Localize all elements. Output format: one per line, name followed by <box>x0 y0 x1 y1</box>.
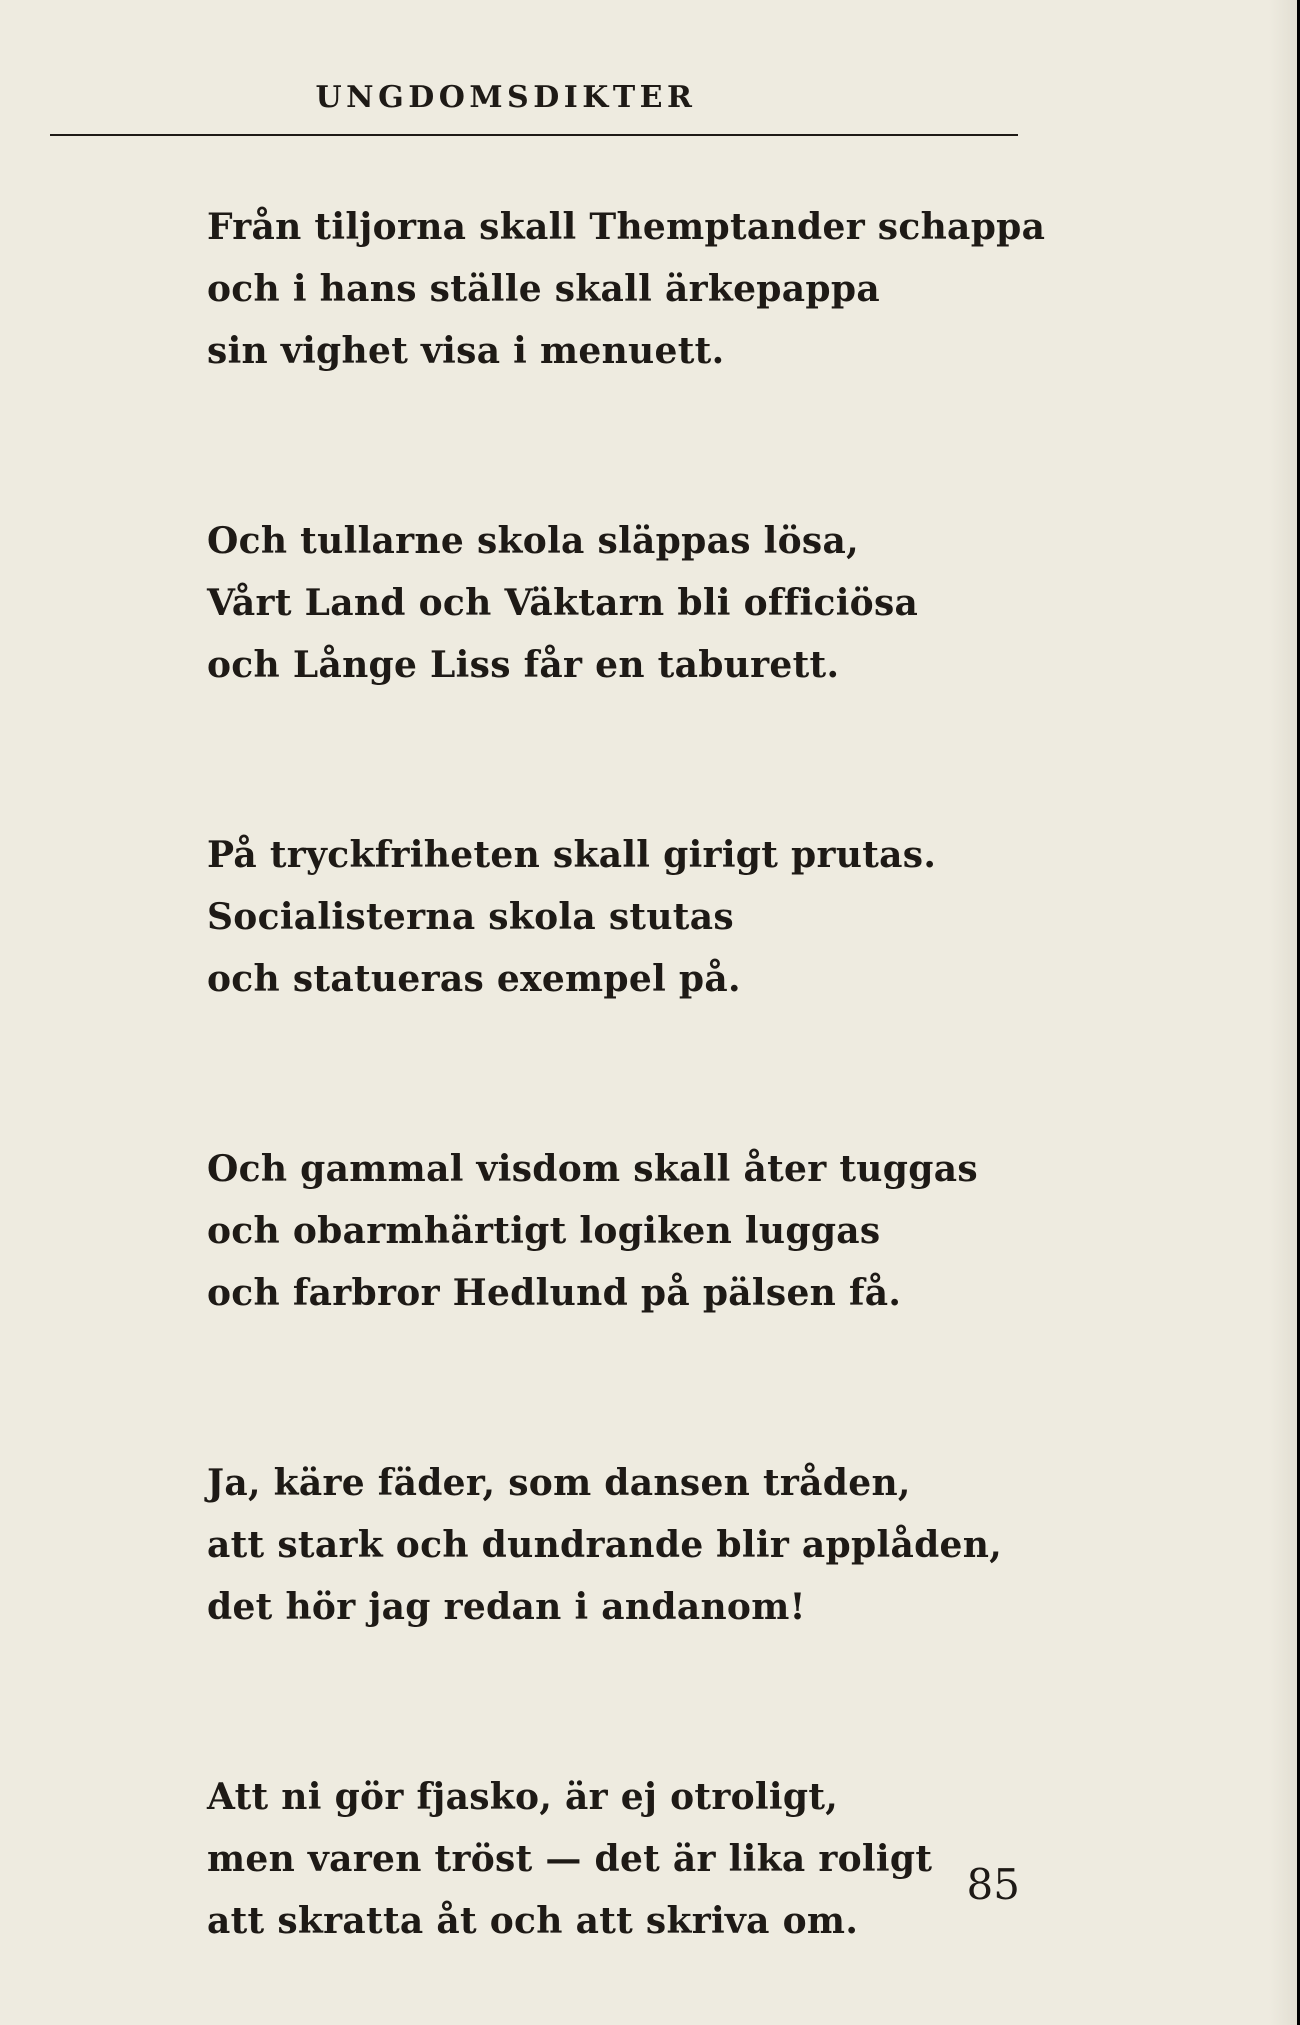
page-edge-shadow <box>1269 0 1297 2025</box>
running-head: UNGDOMSDIKTER <box>315 80 697 115</box>
poem <box>207 196 1046 2025</box>
verse-line: att skratta åt och att skriva om. <box>207 1900 859 1942</box>
verse-line: sin vighet visa i menuett. <box>207 330 725 372</box>
verse-line: Och gammal visdom skall åter tuggas <box>207 1148 978 1190</box>
stanza-3 <box>207 824 1027 1010</box>
verse-line: På tryckfriheten skall girigt prutas. <box>207 834 937 876</box>
verse-line: Vårt Land och Väktarn bli officiösa <box>207 582 919 624</box>
verse-line: och Långe Liss får en taburett. <box>207 644 840 686</box>
header-rule <box>50 134 1018 136</box>
verse-line: och statueras exempel på. <box>207 958 741 1000</box>
stanza-1 <box>207 196 1046 382</box>
verse-line: Att ni gör fjasko, är ej otroligt, <box>207 1776 839 1818</box>
stanza-4 <box>207 1138 1027 1324</box>
verse-line: och farbror Hedlund på pälsen få. <box>207 1272 902 1314</box>
verse-line: Och tullarne skola släppas lösa, <box>207 520 859 562</box>
verse-line: men varen tröst — det är lika roligt <box>207 1838 933 1880</box>
verse-line: Socialisterna skola stutas <box>207 896 734 938</box>
stanza-2 <box>207 510 1027 696</box>
verse-line: det hör jag redan i andanom! <box>207 1586 806 1628</box>
verse-line: och obarmhärtigt logiken luggas <box>207 1210 881 1252</box>
verse-line: Ja, käre fäder, som dansen tråden, <box>207 1462 911 1504</box>
page-number: 85 <box>966 1860 1020 1909</box>
verse-line: Från tiljorna skall Themptander schappa <box>207 206 1046 248</box>
stanza-5 <box>207 1452 1027 1638</box>
stanza-6 <box>207 1766 1027 1952</box>
verse-line: och i hans ställe skall ärkepappa <box>207 268 880 310</box>
verse-line: att stark och dundrande blir applåden, <box>207 1524 1003 1566</box>
